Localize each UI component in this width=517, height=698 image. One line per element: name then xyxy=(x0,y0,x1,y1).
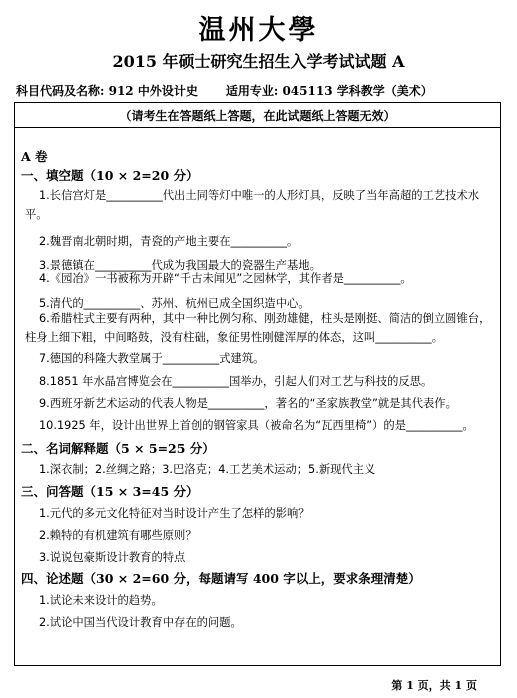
fill-question-4: 4.《园冶》一书被称为开辟“千古未闻见”之园林学，其作者是__________。 xyxy=(39,272,412,285)
fill-question-3: 3.景德镇在__________代成为我国最大的瓷器生产基地。 xyxy=(39,259,321,272)
terms-list: 1.深衣制；2.丝绸之路；3.巴洛克；4.工艺美术运动；5.新现代主义 xyxy=(39,463,376,476)
exam-title: 2015 年硕士研究生招生入学考试试题 A xyxy=(112,52,405,71)
short-question-2: 2.赖特的有机建筑有哪些原则？ xyxy=(39,529,197,542)
essay-question-1: 1.试论未来设计的趋势。 xyxy=(39,594,163,607)
subject-code-name: 科目代码及名称: 912 中外设计史 xyxy=(16,84,198,98)
section-short-heading: 三、问答题（15 × 3=45 分） xyxy=(21,484,199,499)
fill-question-10: 10.1925 年，设计出世界上首创的钢管家具（被命名为“瓦西里椅”）的是__________。 xyxy=(39,419,474,432)
exam-frame xyxy=(14,102,501,666)
university-logo: 温州大學 xyxy=(198,15,319,46)
subject-line xyxy=(16,82,433,99)
fill-question-7: 7.德国的科隆大教堂属于__________式建筑。 xyxy=(39,352,265,365)
section-essay-heading: 四、论述题（30 × 2=60 分，每题请写 400 字以上，要求条理清楚） xyxy=(21,571,421,586)
fill-question-2: 2.魏晋南北朝时期，青瓷的产地主要在__________。 xyxy=(39,235,299,248)
short-question-3: 3.说说包豪斯设计教育的特点 xyxy=(39,551,186,564)
essay-question-2: 2.试论中国当代设计教育中存在的问题。 xyxy=(39,616,242,629)
fill-question-5: 5.清代的__________、苏州、杭州已成全国织造中心。 xyxy=(39,297,310,310)
section-fill-heading: 一、填空题（10 × 2=20 分） xyxy=(21,168,199,183)
page-footer: 第 1 页，共 1 页 xyxy=(391,679,477,692)
short-question-1: 1.元代的多元文化特征对当时设计产生了怎样的影响？ xyxy=(39,507,310,520)
section-terms-heading: 二、名词解释题（5 × 5=25 分） xyxy=(21,441,215,456)
paper-label: A 卷 xyxy=(21,149,48,164)
fill-question-8: 8.1851 年水晶宫博览会在__________国举办，引起人们对工艺与科技的反思。 xyxy=(39,375,433,388)
major-label: 适用专业: 045113 学科教学（美术） xyxy=(225,84,433,98)
fill-question-1: 1.长信宫灯是__________代出土同等灯中唯一的人形灯具，反映了当年高超的工艺技术水平。 xyxy=(25,189,480,221)
fill-question-9: 9.西班牙新艺术运动的代表人物是__________，著名的“圣家族教堂”就是其代表作。 xyxy=(39,397,457,410)
fill-question-6: 6.希腊柱式主要有两种，其中一种比例匀称、刚劲雄健，柱头是刚挺、简洁的倒立圆锥台，柱身上细下粗，中间略鼓，没有柱础，象征男性刚健浑厚的体态，这叫__________。 xyxy=(25,312,491,344)
answer-notice: （请考生在答题纸上答题，在此试题纸上答题无效） xyxy=(119,109,396,123)
divider xyxy=(15,127,500,128)
